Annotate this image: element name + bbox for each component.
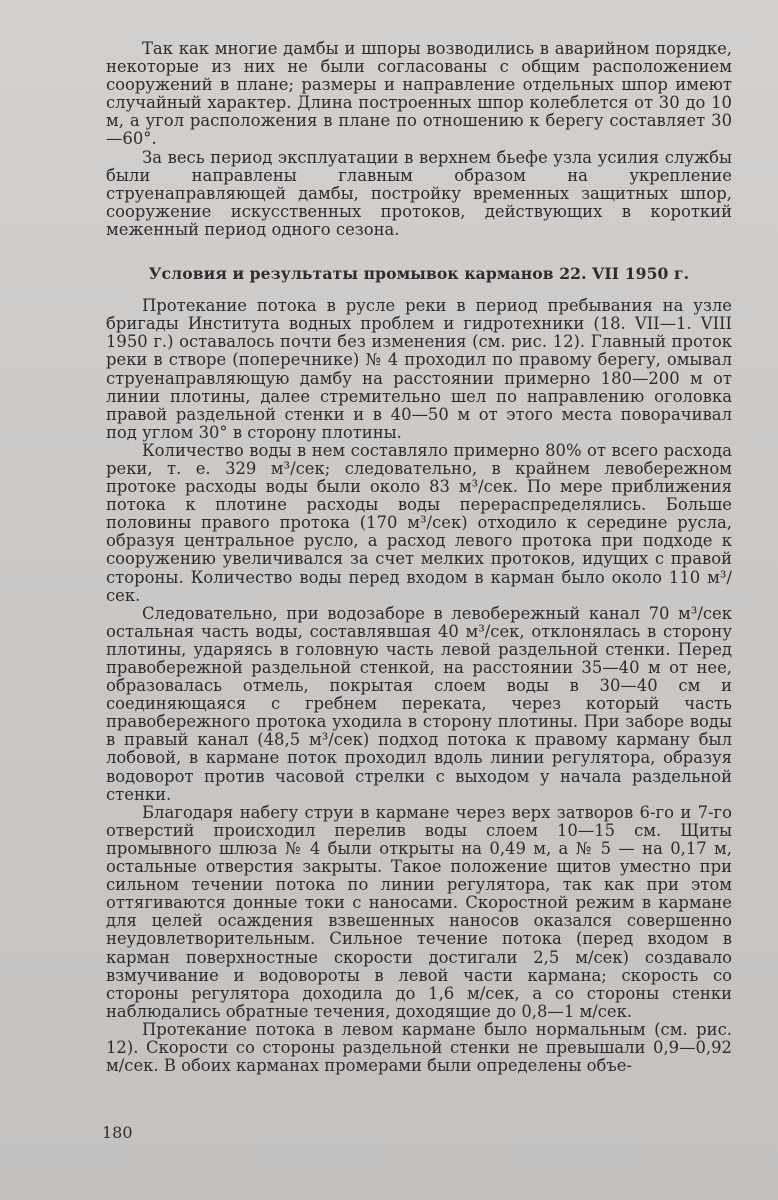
page-body	[106, 40, 732, 1075]
paragraph-flow-conditions: Протекание потока в русле реки в период пребывания на узле бригады Института водных проблем и гидротехники (18. VII—1. VIII 1950 г.) оставалось почти без изменения (см. рис. 12). Главный проток реки в створе (поперечнике) № 4 проходил по правому берегу, омывал струенаправляющую дамбу на расстоянии примерно 180—200 м от линии плотины, далее стремительно шел по направлению оголовка правой раздельной стенки и в 40—50 м от этого места поворачивал под углом 30° в сторону плотины.	[106, 296, 732, 442]
paragraph-water-quantity: Количество воды в нем составляло примерно 80% от всего расхода реки, т. е. 329 м³/сек; следовательно, в крайнем левобережном протоке расходы воды были около 83 м³/сек. По мере приближения потока к плотине расходы воды перераспределялись. Больше половины правого протока (170 м³/сек) отходило к середине русла, образуя центральное русло, а расход левого протока при подходе к сооружению увеличивался за счет мелких протоков, идущих с правой стороны. Количество воды перед входом в карман было около 110 м³/сек.	[106, 440, 732, 605]
paragraph-left-pocket: Протекание потока в левом кармане было нормальным (см. рис. 12). Скорости со стороны раздельной стенки не превышали 0,9—0,92 м/сек. В обоих карманах промерами были определены объе-	[106, 1019, 732, 1076]
paragraph-exploitation: За весь период эксплуатации в верхнем бьефе узла усилия службы были направлены главным образом на укрепление струенаправляющей дамбы, постройку временных защитных шпор, сооружение искусственных протоков, действующих в короткий меженный период одного сезона.	[106, 147, 732, 239]
paragraph-water-intake: Следовательно, при водозаборе в левобережный канал 70 м³/сек остальная часть воды, составлявшая 40 м³/сек, отклонялась в сторону плотины, ударяясь в головную часть левой раздельной стенки. Перед правобережной раздельной стенкой, на расстоянии 35—40 м от нее, образовалась отмель, покрытая слоем воды в 30—40 см и соединяющаяся с гребнем переката, через который часть правобережного протока уходила в сторону плотины. При заборе воды в правый канал (48,5 м³/сек) подход потока к правому карману был лобовой, в кармане поток проходил вдоль линии регулятора, образуя водоворот против часовой стрелки с выходом у начала раздельной стенки.	[106, 603, 732, 804]
paragraph-overflow: Благодаря набегу струи в кармане через верх затворов 6-го и 7-го отверстий происходил перелив воды слоем 10—15 см. Щиты промывного шлюза № 4 были открыты на 0,49 м, а № 5 — на 0,17 м, остальные отверстия закрыты. Такое положение щитов уместно при сильном течении потока по линии регулятора, так как при этом оттягиваются донные токи с наносами. Скоростной режим в кармане для целей осаждения взвешенных наносов оказался совершенно неудовлетворительным. Сильное течение потока (перед входом в карман поверхностные скорости достигали 2,5 м/сек) создавало взмучивание и водовороты в левой части кармана; скорость со стороны регулятора доходила до 1,6 м/сек, а со стороны стенки наблюдались обратные течения, доходящие до 0,8—1 м/сек.	[106, 802, 732, 1021]
page-number: 180	[102, 1123, 133, 1142]
paragraph-dams-spurs: Так как многие дамбы и шпоры возводились в аварийном порядке, некоторые из них не были согласованы с общим расположением сооружений в плане; размеры и направление отдельных шпор имеют случайный характер. Длина построенных шпор колеблется от 30 до 10 м, а угол расположения в плане по отношению к берегу составляет 30—60°.	[106, 39, 732, 149]
section-heading: Условия и результаты промывок карманов 22. VII 1950 г.	[148, 264, 690, 284]
